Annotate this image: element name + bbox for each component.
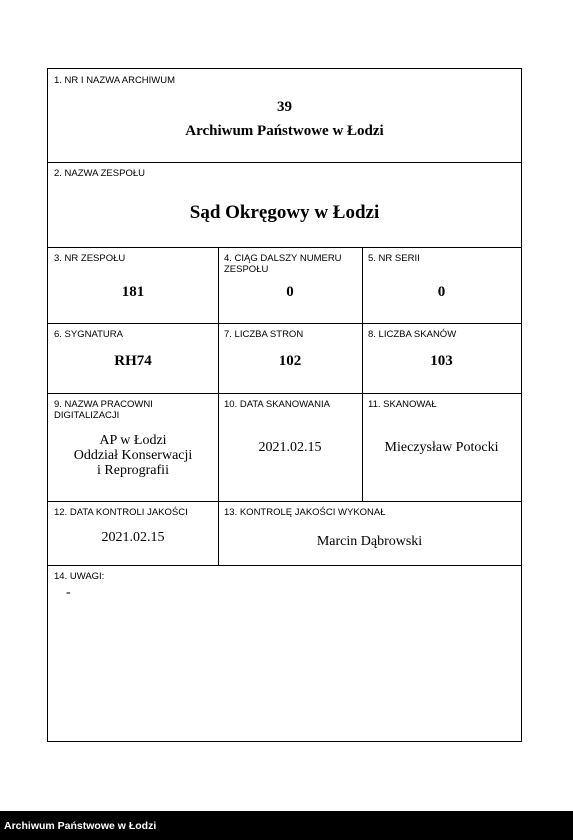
scanned-by-value: Mieczysław Potocki — [384, 440, 499, 455]
archive-cell — [48, 69, 521, 162]
pages-value: 102 — [278, 353, 302, 369]
qc-date-label: 12. DATA KONTROLI JAKOŚCI — [54, 507, 188, 518]
signature-label: 6. SYGNATURA — [54, 329, 123, 340]
lab-cell — [48, 393, 218, 501]
scanned-by-label: 11. SKANOWAŁ — [368, 399, 437, 410]
scan-date-value: 2021.02.15 — [258, 440, 322, 455]
series-cell — [362, 247, 521, 323]
lab-label: 9. NAZWA PRACOWNI DIGITALIZACJI — [54, 399, 153, 421]
pages-cell — [218, 323, 362, 393]
footer-text: Archiwum Państwowe w Łodzi — [4, 820, 157, 832]
qc-date-value: 2021.02.15 — [101, 530, 165, 545]
continuation-label: 4. CIĄG DALSZY NUMERU ZESPOŁU — [224, 253, 342, 275]
lab-line: Oddział Konserwacji — [73, 448, 193, 463]
scans-label: 8. LICZBA SKANÓW — [368, 329, 457, 340]
lab-line: i Reprografii — [97, 463, 169, 478]
series-label: 5. NR SERII — [368, 253, 420, 264]
pages-label: 7. LICZBA STRON — [224, 329, 304, 340]
qc-by-label: 13. KONTROLĘ JAKOŚCI WYKONAŁ — [224, 507, 386, 518]
qc-date-cell — [48, 501, 218, 565]
remarks-cell — [48, 565, 521, 741]
collection-number-label: 3. NR ZESPOŁU — [54, 253, 126, 264]
continuation-value: 0 — [286, 284, 294, 300]
signature-value: RH74 — [114, 353, 152, 369]
signature-cell — [48, 323, 218, 393]
footer-bar — [0, 811, 573, 840]
collection-name-value: Sąd Okręgowy w Łodzi — [189, 202, 380, 223]
collection-number-cell — [48, 247, 218, 323]
archive-number: 39 — [277, 99, 292, 115]
remarks-value: - — [66, 585, 71, 600]
qc-by-value: Marcin Dąbrowski — [316, 534, 423, 549]
lab-value — [48, 433, 218, 478]
archive-name: Archiwum Państwowe w Łodzi — [185, 123, 384, 139]
collection-name-label: 2. NAZWA ZESPOŁU — [54, 168, 145, 179]
metadata-card — [47, 68, 522, 742]
scan-date-cell — [218, 393, 362, 501]
archive-label: 1. NR I NAZWA ARCHIWUM — [54, 75, 176, 86]
qc-by-cell — [218, 501, 521, 565]
collection-number-value: 181 — [121, 284, 145, 300]
series-value: 0 — [437, 284, 446, 300]
continuation-cell — [218, 247, 362, 323]
lab-line: AP w Łodzi — [99, 433, 167, 448]
collection-name-cell — [48, 162, 521, 247]
scan-date-label: 10. DATA SKANOWANIA — [224, 399, 330, 410]
scanned-by-cell — [362, 393, 521, 501]
scans-value: 103 — [430, 353, 453, 369]
scans-cell — [362, 323, 521, 393]
remarks-label: 14. UWAGI: — [54, 571, 105, 582]
